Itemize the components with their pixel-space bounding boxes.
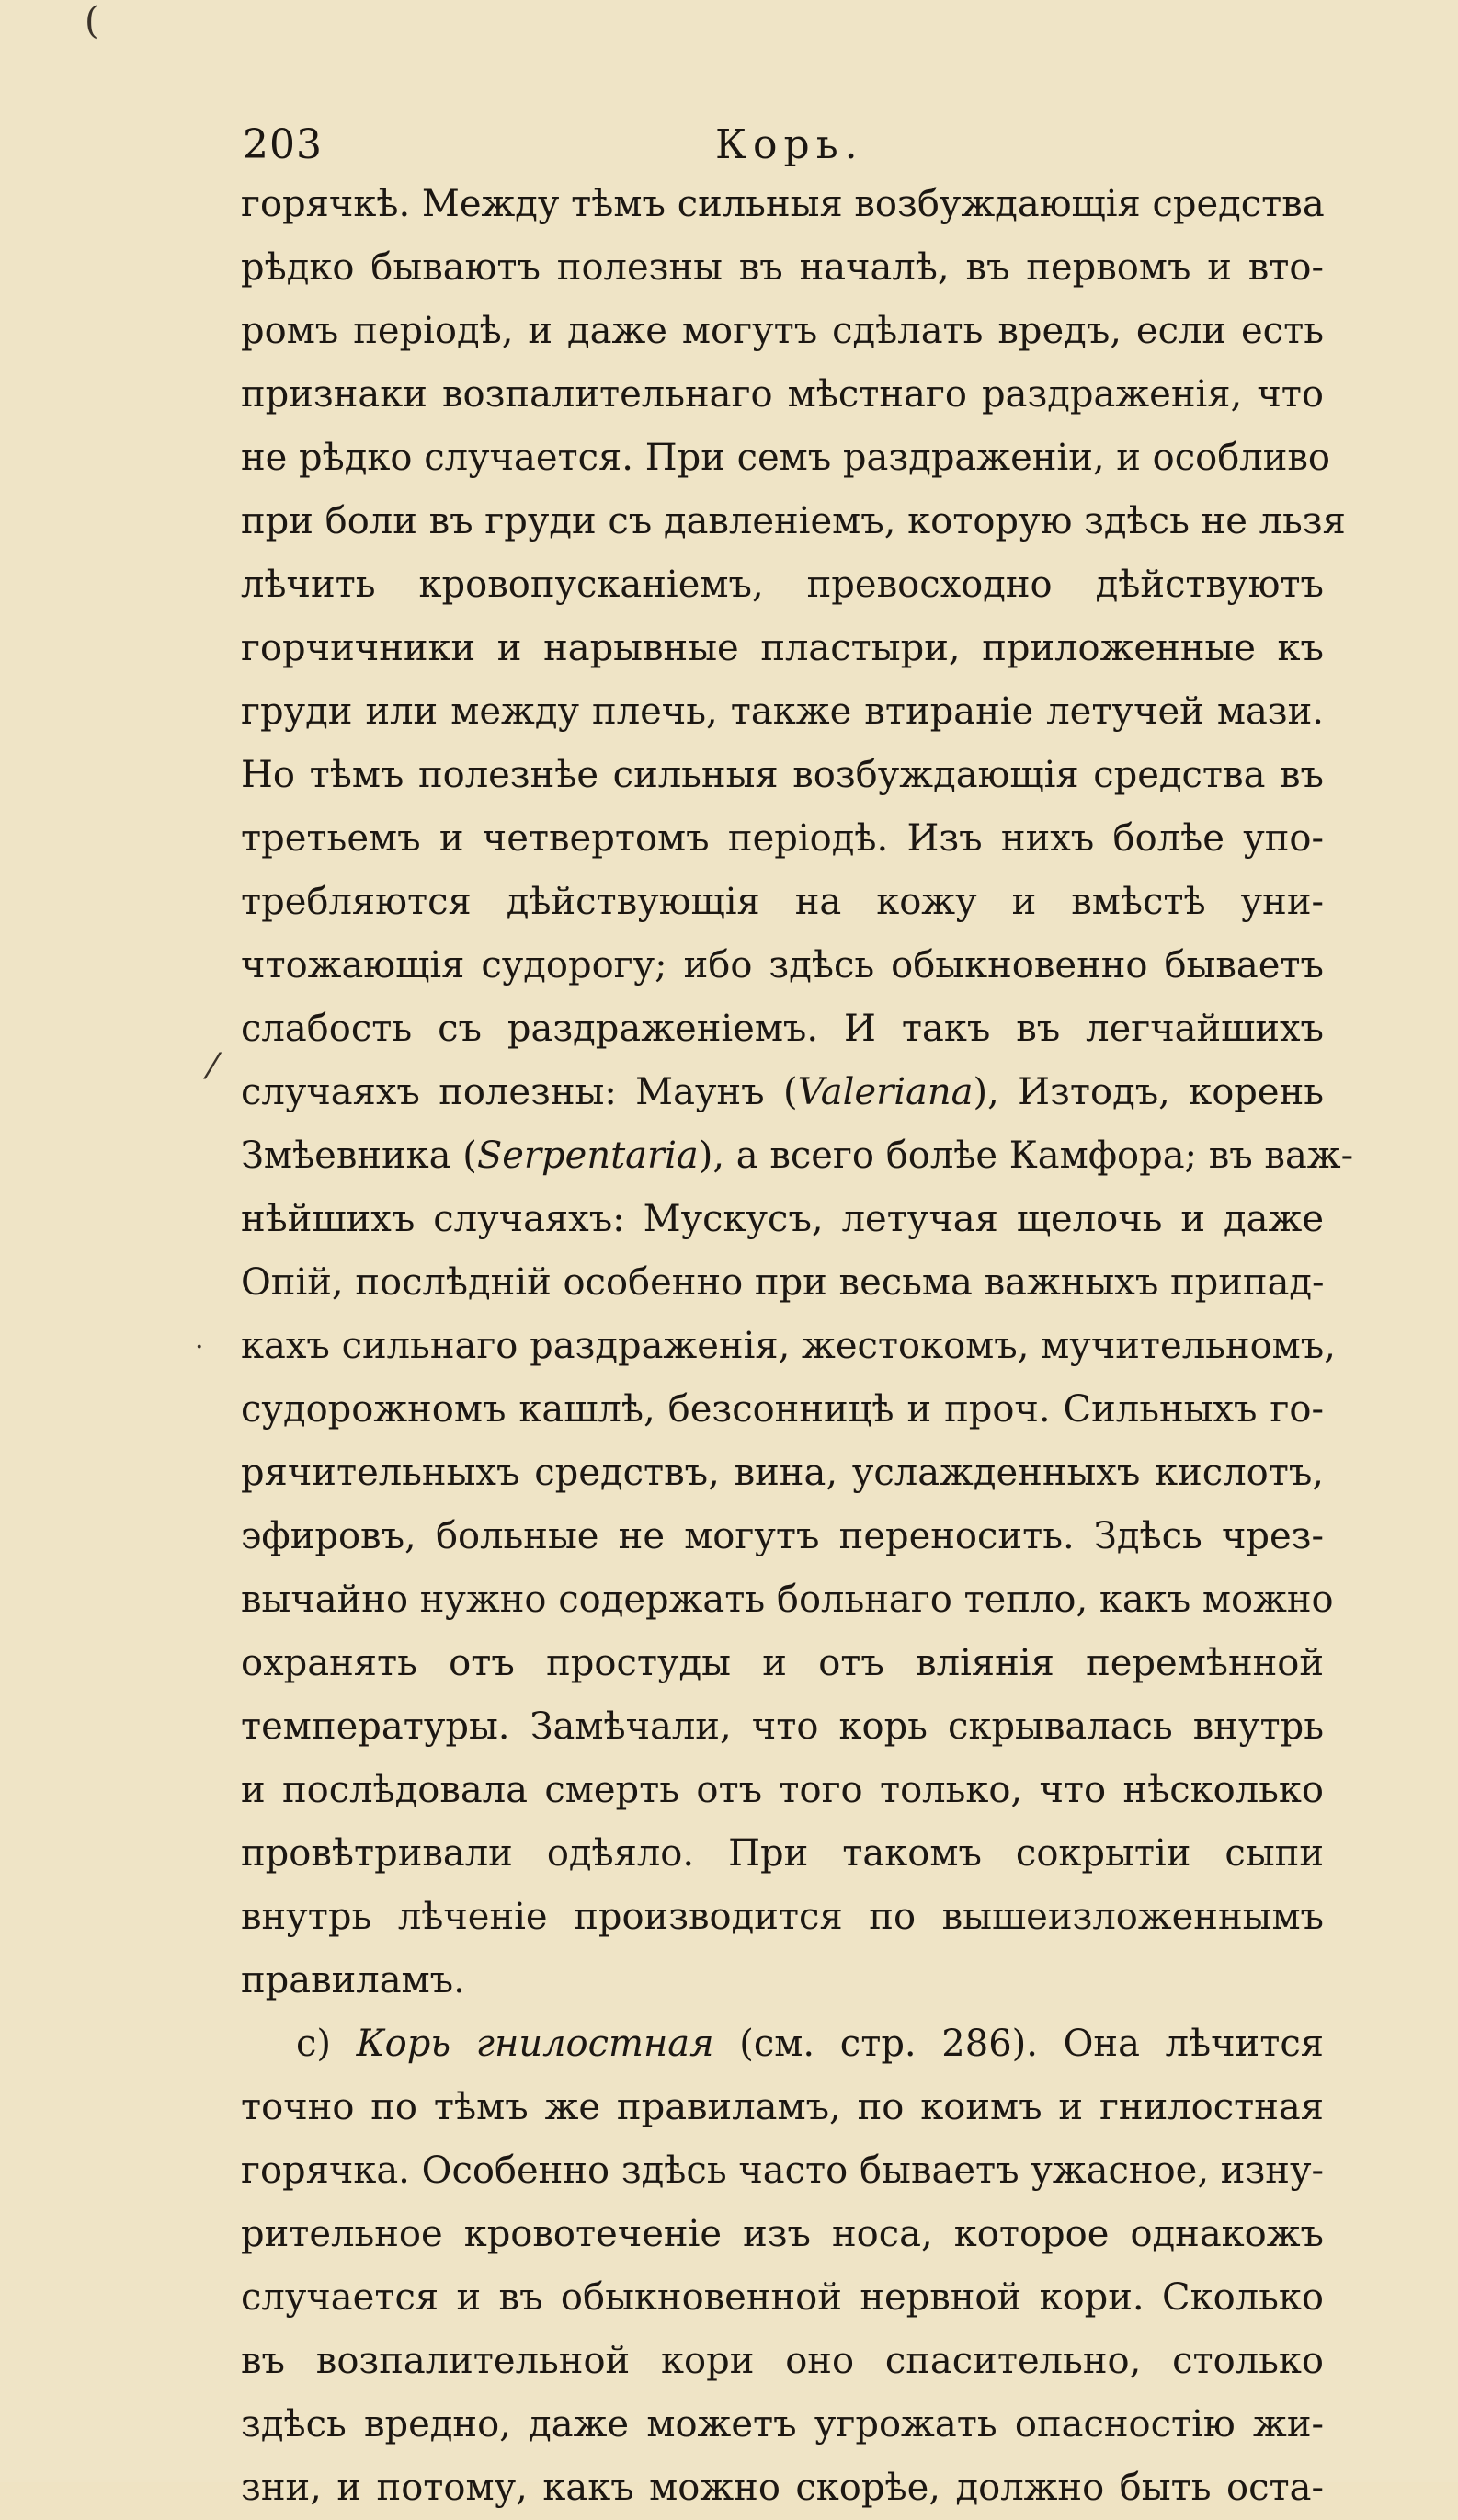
text-line: вычайно нужно содержать больнаго тепло, какъ можно — [241, 1579, 1334, 1621]
text-line: горчичники и нарывные пластыри, приложенные къ — [241, 627, 1324, 669]
text-line: ромъ періодѣ, и даже могутъ сдѣлать вредъ, если есть — [241, 310, 1324, 352]
text-line — [241, 1124, 1354, 1188]
text-line: зни, и потому, какъ можно скорѣе, должно быть оста- — [241, 2467, 1324, 2509]
text-line: точно по тѣмъ же правиламъ, по коимъ и гнилостная — [241, 2086, 1324, 2128]
text-line — [241, 1061, 1324, 1124]
margin-pencil-mark: ⁄ — [210, 1046, 216, 1087]
text-line: судорожномъ кашлѣ, безсонницѣ и проч. Сильныхъ го- — [241, 1388, 1324, 1431]
text-line: рѣдко бываютъ полезны въ началѣ, въ первомъ и вто- — [241, 246, 1324, 289]
text-line: третьемъ и четвертомъ періодѣ. Изъ нихъ болѣе упо- — [241, 817, 1324, 860]
text-line: рительное кровотеченіе изъ носа, которое однакожъ — [241, 2213, 1324, 2255]
text-segment: c) — [296, 2023, 357, 2065]
text-line: требляются дѣйствующія на кожу и вмѣстѣ уни- — [241, 881, 1324, 923]
text-segment: Змѣевника ( — [241, 1135, 477, 1177]
text-line: слабость съ раздраженіемъ. И такъ въ легчайшихъ — [241, 1008, 1324, 1050]
text-line: при боли въ груди съ давленіемъ, которую здѣсь не льзя — [241, 500, 1346, 542]
text-line: эфировъ, больные не могутъ переносить. Здѣсь чрез- — [241, 1515, 1324, 1557]
text-line: случается и въ обыкновенной нервной кори. Сколько — [241, 2276, 1324, 2319]
text-line: признаки возпалительнаго мѣстнаго раздраженія, что — [241, 373, 1324, 416]
margin-pencil-mark: ( — [85, 0, 99, 42]
text-line: горячкѣ. Между тѣмъ сильныя возбуждающія средства — [241, 183, 1325, 225]
page-number: 203 — [243, 121, 323, 168]
text-line: Но тѣмъ полезнѣе сильныя возбуждающія средства въ — [241, 754, 1324, 796]
text-body — [241, 173, 1354, 2520]
text-line: Опій, послѣдній особенно при весьма важныхъ припад- — [241, 1261, 1325, 1304]
text-line: рячительныхъ средствъ, вина, услажденныхъ кислотъ, — [241, 1452, 1324, 1494]
text-line: чтожающія судорогу; ибо здѣсь обыкновенно бываетъ — [241, 944, 1324, 986]
italic-term: Valeriana — [797, 1071, 974, 1113]
text-line: внутрь лѣченіе производится по вышеизложеннымъ — [241, 1896, 1324, 1938]
text-line: лѣчить кровопусканіемъ, превосходно дѣйствуютъ — [241, 564, 1324, 606]
text-line: не рѣдко случается. При семъ раздраженіи, и особливо — [241, 437, 1330, 479]
margin-dot-mark: · — [195, 1331, 204, 1363]
text-line: провѣтривали одѣяло. При такомъ сокрытіи сыпи — [241, 1832, 1324, 1875]
text-segment: ), а всего болѣе Камфора; въ важ- — [698, 1135, 1354, 1177]
text-line: горячка. Особенно здѣсь часто бываетъ ужасное, изну- — [241, 2149, 1324, 2192]
text-line: здѣсь вредно, даже можетъ угрожать опасностію жи- — [241, 2403, 1324, 2446]
text-line: груди или между плечь, также втираніе летучей мази. — [241, 690, 1324, 733]
text-line — [241, 2013, 1324, 2076]
text-line: въ возпалительной кори оно спасительно, столько — [241, 2340, 1324, 2382]
text-line: и послѣдовала смерть отъ того только, что нѣсколько — [241, 1769, 1324, 1811]
text-segment: случаяхъ полезны: Маунъ ( — [241, 1071, 798, 1113]
text-segment: ), Изтодъ, корень — [973, 1071, 1325, 1113]
italic-term: Корь гнилостная — [356, 2023, 714, 2065]
running-title: Корь. — [715, 121, 864, 168]
text-line: кахъ сильнаго раздраженія, жестокомъ, мучительномъ, — [241, 1325, 1336, 1367]
text-line: охранять отъ простуды и отъ вліянія перемѣнной — [241, 1642, 1324, 1684]
text-segment: (см. стр. 286). Она лѣчится — [713, 2023, 1324, 2065]
text-line: температуры. Замѣчали, что корь скрывалась внутрь — [241, 1705, 1324, 1748]
text-line: нѣйшихъ случаяхъ: Мускусъ, летучая щелочь и даже — [241, 1198, 1324, 1240]
text-line: правиламъ. — [241, 1959, 465, 2001]
italic-term: Serpentaria — [476, 1135, 699, 1177]
page-header — [241, 121, 1215, 177]
